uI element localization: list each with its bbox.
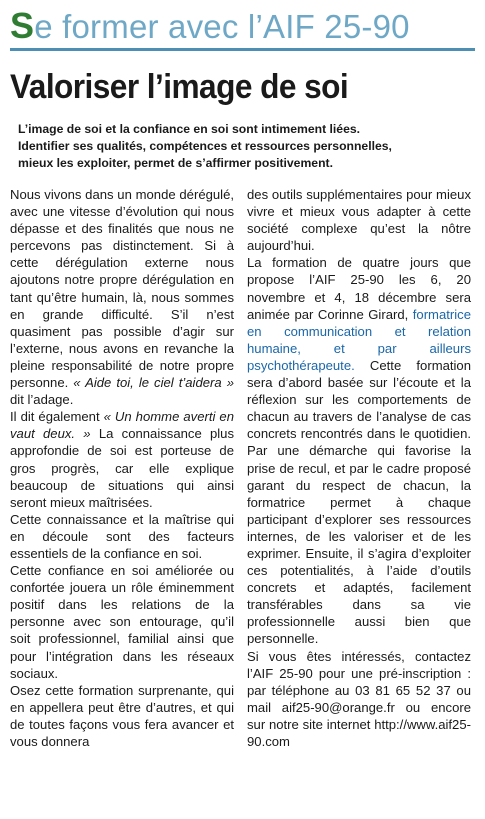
article-body bbox=[10, 186, 475, 750]
article-intro bbox=[18, 121, 475, 172]
paragraph-text: Nous vivons dans un monde dérégulé, avec une vitesse d’évolution qui nous dépasse et des finalités que nous ne percevons pas distinctement. Si à cette dérégulation externe nous ajoutons notre propre dérégulation en tant qu’être humain, là, nous sommes en grande difficulté. S’il n’est quasiment pas possible d’agir sur l’externe, nous avons en revanche la pleine responsabilité de notre propre personne. bbox=[10, 187, 234, 391]
intro-line: mieux les exploiter, permet de s’affirmer positivement. bbox=[18, 156, 333, 170]
paragraph: Osez cette formation surprenante, qui en appellera peut être d’autres, et qui de toutes façons vous fera avancer et vous donnera bbox=[10, 682, 234, 749]
paragraph-text: Cette formation sera d’abord basée sur l’écoute et la réflexion sur les comportements de chacun au travers de l’analyse de cas concrets rencontrés dans le quotidien. Par une démarche qui favorise la prise de recul, et par le cadre proposé garant du respect de chacun, la formatrice permet à chaque participant d’explorer ses ressources internes, de les valoriser et de les exprimer. Ensuite, il s’agira d’exploiter ces potentialités, à l’aide d’outils concrets et adaptés, facilement transférables dans sa vie professionnelle aussi bien que personnelle. bbox=[247, 357, 471, 647]
left-column bbox=[10, 186, 234, 750]
banner-initial: S bbox=[10, 5, 35, 46]
article-headline: Valoriser l’image de soi bbox=[10, 68, 349, 106]
banner-text: e former avec l’AIF 25-90 bbox=[34, 8, 410, 45]
paragraph: Cette confiance en soi améliorée ou confortée jouera un rôle éminemment positif dans les relations de la personne avec son entourage, qu’il soit professionnel, familial ainsi que pour l’intégration dans les réseaux sociaux. bbox=[10, 563, 234, 681]
contact-paragraph: Si vous êtes intéressés, contactez l’AIF 25-90 pour une pré-inscription : par téléphone au 03 81 65 52 37 ou mail aif25-90@orange.fr ou encore sur notre site internet http://www.aif25-90.com bbox=[247, 648, 471, 749]
intro-line: L’image de soi et la confiance en soi sont intimement liées. bbox=[18, 122, 361, 136]
paragraph bbox=[10, 186, 234, 408]
paragraph-text: dit l’adage. bbox=[10, 392, 74, 408]
quote: « Aide toi, le ciel t’aidera » bbox=[73, 375, 234, 391]
paragraph: Cette connaissance et la maîtrise qui en découle sont des facteurs essentiels de la confiance en soi. bbox=[10, 511, 234, 561]
right-column bbox=[247, 186, 471, 750]
paragraph bbox=[247, 254, 471, 647]
paragraph bbox=[10, 408, 234, 511]
paragraph-text: La formation de quatre jours que propose l’AIF 25-90 les 6, 20 novembre et 4, 18 décembre sera animée par Corinne Girard, bbox=[247, 255, 471, 322]
trainer-credentials: formatrice en communication et relation humaine, et par ailleurs psychothérapeute. bbox=[247, 306, 471, 373]
quote: « Un homme averti en vaut deux. » bbox=[10, 409, 234, 442]
paragraph-text: La connaissance plus approfondie de soi est porteuse de gros progrès, car elle explique beaucoup de situations qui ainsi seront mieux maîtrisées. bbox=[10, 426, 234, 510]
paragraph: des outils supplémentaires pour mieux vivre et mieux vous adapter à cette société complexe qu’est la nôtre aujourd’hui. bbox=[247, 187, 471, 254]
paragraph-text: Il dit également bbox=[10, 409, 104, 425]
section-banner bbox=[10, 0, 475, 48]
intro-line: Identifier ses qualités, compétences et ressources personnelles, bbox=[18, 139, 392, 153]
